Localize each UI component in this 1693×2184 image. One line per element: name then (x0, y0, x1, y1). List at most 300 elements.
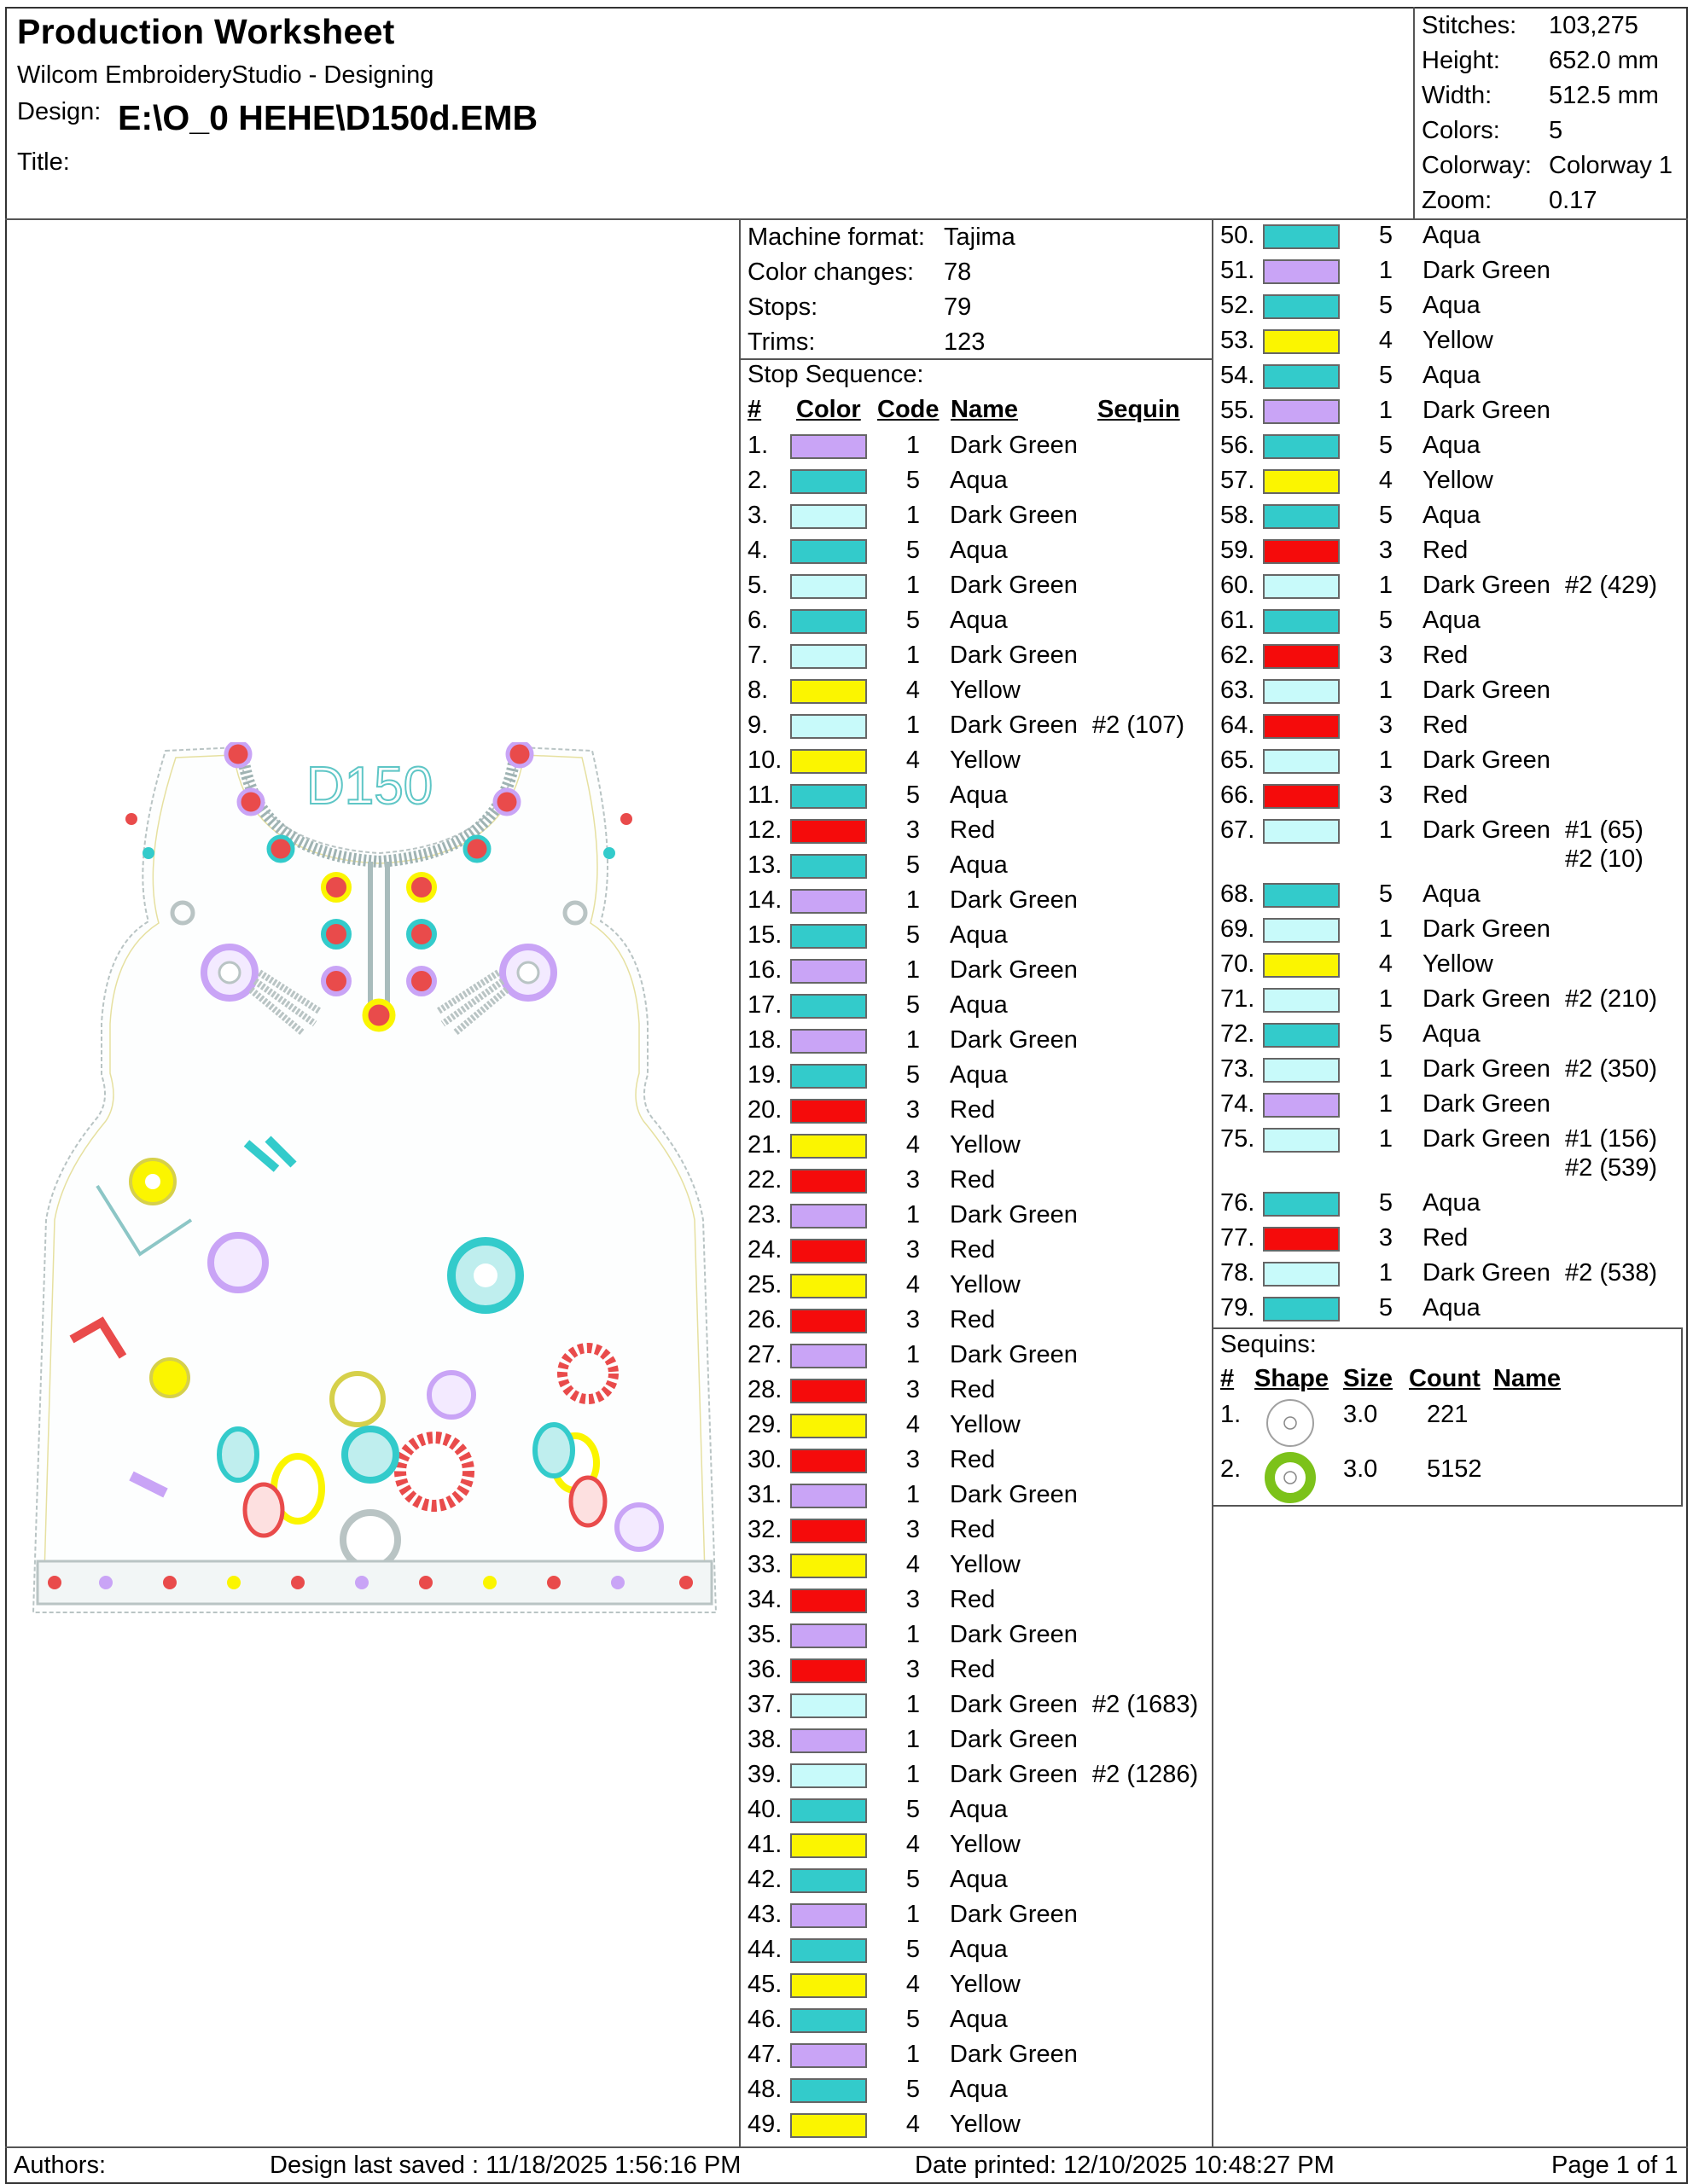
stop-row (748, 2037, 1208, 2072)
stop-row (1220, 498, 1681, 533)
sequin-count: 5152 (1427, 1455, 1482, 1483)
stop-row (748, 848, 1208, 883)
machine-label: Machine format: (748, 224, 925, 251)
stop-code: 4 (905, 1971, 920, 1998)
stop-name: Dark Green (1422, 257, 1550, 284)
color-swatch (790, 714, 867, 739)
stop-row (748, 1653, 1208, 1687)
stop-name: Dark Green (950, 1201, 1078, 1228)
stop-sequin: #2 (1683) (1092, 1691, 1199, 1718)
stop-number: 36. (748, 1656, 783, 1683)
color-swatch (1263, 539, 1340, 564)
stop-name: Aqua (950, 1936, 1008, 1963)
stop-name: Dark Green (950, 2041, 1078, 2068)
stop-name: Red (950, 1656, 996, 1683)
stop-number: 77. (1220, 1224, 1255, 1252)
stop-row (748, 1932, 1208, 1967)
stop-number: 18. (748, 1026, 783, 1054)
stop-code: 1 (905, 956, 920, 984)
stop-name: Aqua (950, 537, 1008, 564)
stop-row (748, 1757, 1208, 1792)
color-swatch (790, 1693, 867, 1718)
stop-row (1220, 568, 1681, 603)
color-swatch (1263, 434, 1340, 459)
stop-code: 1 (905, 1761, 920, 1788)
color-swatch (790, 1728, 867, 1753)
stop-code: 4 (905, 2111, 920, 2138)
stop-row (748, 2072, 1208, 2107)
sequin-number: 1. (1220, 1401, 1242, 1428)
sequin-size: 3.0 (1343, 1401, 1378, 1428)
color-swatch (1263, 574, 1340, 599)
stop-number: 24. (748, 1236, 783, 1263)
stop-name: Dark Green (950, 956, 1078, 984)
stop-code: 1 (905, 1726, 920, 1753)
color-swatch (1263, 1058, 1340, 1083)
color-swatch (1263, 714, 1340, 739)
stop-name: Yellow (1422, 327, 1493, 354)
stop-name: Red (1422, 712, 1469, 739)
color-swatch (790, 1554, 867, 1578)
stop-row (1220, 708, 1681, 743)
machine-value: 78 (944, 258, 972, 286)
color-swatch (1263, 784, 1340, 809)
stop-number: 29. (748, 1411, 783, 1438)
sequin-head-shape: Shape (1254, 1365, 1329, 1392)
column-divider (1212, 218, 1213, 2148)
color-swatch (790, 609, 867, 634)
stop-number: 23. (748, 1201, 783, 1228)
col-head-code: Code (877, 396, 940, 423)
color-swatch (1263, 224, 1340, 249)
color-swatch (790, 854, 867, 879)
stop-name: Red (1422, 1224, 1469, 1252)
stop-number: 73. (1220, 1055, 1255, 1083)
stop-number: 39. (748, 1761, 783, 1788)
stop-name: Dark Green (1422, 397, 1550, 424)
stop-code: 5 (905, 781, 920, 809)
stop-row (1220, 393, 1681, 428)
hem-border (38, 1561, 712, 1604)
stop-number: 57. (1220, 467, 1255, 494)
color-swatch (790, 1658, 867, 1683)
design-preview (20, 742, 729, 1629)
color-swatch (1263, 1023, 1340, 1048)
stop-name: Dark Green (950, 1481, 1078, 1508)
footer-page: Page 1 of 1 (1551, 2152, 1678, 2179)
stop-row (748, 883, 1208, 918)
color-swatch (790, 1868, 867, 1893)
stop-code: 1 (905, 2041, 920, 2068)
stop-row (748, 1722, 1208, 1757)
stop-name: Aqua (950, 2076, 1008, 2103)
stop-row (748, 1792, 1208, 1827)
stop-code: 4 (1378, 327, 1393, 354)
sequin-count: 221 (1427, 1401, 1469, 1428)
stop-name: Aqua (1422, 880, 1481, 908)
stop-name: Dark Green (1422, 572, 1550, 599)
color-swatch (790, 994, 867, 1019)
stop-number: 31. (748, 1481, 783, 1508)
stop-row (748, 638, 1208, 673)
stop-code: 3 (905, 1446, 920, 1473)
stop-code: 5 (1378, 607, 1393, 634)
stop-number: 78. (1220, 1259, 1255, 1287)
col-head-num: # (748, 396, 762, 423)
stop-number: 69. (1220, 915, 1255, 943)
stop-number: 65. (1220, 746, 1255, 774)
color-swatch (1263, 1262, 1340, 1287)
stop-number: 17. (748, 991, 783, 1019)
stop-code: 1 (1378, 746, 1393, 774)
stop-row (1220, 1186, 1681, 1221)
stat-value: Colorway 1 (1549, 152, 1673, 179)
stop-number: 38. (748, 1726, 783, 1753)
stop-code: 3 (1378, 537, 1393, 564)
color-swatch (790, 1204, 867, 1228)
stop-number: 58. (1220, 502, 1255, 529)
stop-name: Dark Green (950, 1901, 1078, 1928)
stop-code: 1 (905, 502, 920, 529)
stop-row (748, 1513, 1208, 1548)
stop-row (748, 463, 1208, 498)
stop-row (1220, 358, 1681, 393)
stop-name: Dark Green (950, 1621, 1078, 1648)
stop-code: 3 (1378, 1224, 1393, 1252)
stop-row (748, 708, 1208, 743)
machine-label: Stops: (748, 293, 818, 321)
stop-code: 5 (1378, 1294, 1393, 1321)
color-swatch (790, 504, 867, 529)
stop-number: 13. (748, 851, 783, 879)
stop-code: 5 (1378, 502, 1393, 529)
stop-row (748, 1058, 1208, 1093)
stop-row (1220, 1122, 1681, 1182)
stop-row (748, 1827, 1208, 1862)
stop-number: 66. (1220, 781, 1255, 809)
stop-number: 3. (748, 502, 769, 529)
color-swatch (790, 1414, 867, 1438)
stop-name: Yellow (950, 1271, 1021, 1298)
stat-value: 512.5 mm (1549, 82, 1659, 109)
stop-row (748, 533, 1208, 568)
stop-row (748, 568, 1208, 603)
color-swatch (1263, 749, 1340, 774)
stat-value: 103,275 (1549, 12, 1638, 39)
color-swatch (790, 1484, 867, 1508)
stop-code: 1 (1378, 816, 1393, 844)
stop-name: Aqua (1422, 607, 1481, 634)
stop-row (1220, 1256, 1681, 1291)
color-swatch (1263, 1192, 1340, 1217)
stop-code: 1 (905, 1691, 920, 1718)
stop-number: 46. (748, 2006, 783, 2033)
stop-code: 5 (905, 991, 920, 1019)
stop-number: 44. (748, 1936, 783, 1963)
stop-code: 1 (905, 572, 920, 599)
stop-row (748, 603, 1208, 638)
stop-code: 1 (905, 1026, 920, 1054)
design-label: Design: (17, 98, 102, 125)
stop-code: 5 (905, 2076, 920, 2103)
stop-number: 67. (1220, 816, 1255, 844)
color-swatch (1263, 259, 1340, 284)
color-swatch (790, 1938, 867, 1963)
stop-name: Dark Green (950, 432, 1078, 459)
stop-name: Aqua (1422, 292, 1481, 319)
stop-code: 4 (905, 677, 920, 704)
stop-name: Aqua (950, 1866, 1008, 1893)
stop-name: Yellow (1422, 950, 1493, 978)
stop-row (748, 1967, 1208, 2002)
stop-name: Aqua (950, 1061, 1008, 1089)
stat-value: 652.0 mm (1549, 47, 1659, 74)
stop-name: Dark Green (1422, 677, 1550, 704)
stop-row (748, 1198, 1208, 1233)
stat-label: Colorway: (1422, 152, 1532, 179)
stop-number: 28. (748, 1376, 783, 1403)
stop-row (1220, 1291, 1681, 1326)
stop-code: 1 (1378, 915, 1393, 943)
color-swatch (790, 679, 867, 704)
stop-row (748, 1548, 1208, 1583)
color-swatch (1263, 294, 1340, 319)
sequin-head-num: # (1220, 1365, 1235, 1392)
stop-name: Dark Green (950, 1691, 1078, 1718)
color-swatch (790, 1309, 867, 1333)
stop-sequin: #2 (210) (1565, 985, 1658, 1013)
color-swatch (1263, 1227, 1340, 1252)
stop-row (1220, 603, 1681, 638)
stop-name: Yellow (950, 1551, 1021, 1578)
color-swatch (1263, 883, 1340, 908)
stop-row (1220, 912, 1681, 947)
color-swatch (790, 1449, 867, 1473)
stop-number: 41. (748, 1831, 783, 1858)
stop-name: Red (1422, 537, 1469, 564)
color-swatch (790, 574, 867, 599)
stop-code: 5 (1378, 880, 1393, 908)
stop-code: 4 (1378, 950, 1393, 978)
color-swatch (790, 539, 867, 564)
machine-value: Tajima (944, 224, 1015, 251)
color-swatch (790, 2113, 867, 2138)
color-swatch (790, 889, 867, 914)
color-swatch (790, 1239, 867, 1263)
sequin-right-border (1681, 1327, 1683, 1507)
stop-code: 1 (905, 1201, 920, 1228)
stop-number: 11. (748, 781, 781, 809)
stop-number: 50. (1220, 222, 1255, 249)
sequin-size: 3.0 (1343, 1455, 1378, 1483)
stop-number: 71. (1220, 985, 1255, 1013)
stop-number: 51. (1220, 257, 1255, 284)
stop-code: 1 (1378, 1259, 1393, 1287)
stop-sequin: #2 (350) (1565, 1055, 1658, 1083)
stop-sequin-2: #2 (539) (1565, 1154, 1658, 1182)
stat-label: Zoom: (1422, 187, 1492, 214)
stop-number: 15. (748, 921, 783, 949)
stop-row (1220, 323, 1681, 358)
stop-number: 27. (748, 1341, 783, 1368)
worksheet-footer (0, 2148, 1693, 2184)
stop-name: Red (1422, 642, 1469, 669)
stop-row (1220, 638, 1681, 673)
footer-printed: Date printed: 12/10/2025 10:48:27 PM (915, 2152, 1335, 2179)
stop-number: 2. (748, 467, 769, 494)
stop-number: 8. (748, 677, 769, 704)
machine-value: 79 (944, 293, 972, 321)
stop-row (748, 1023, 1208, 1058)
stop-code: 3 (905, 1236, 920, 1263)
stop-row (748, 428, 1208, 463)
stop-code: 4 (905, 1831, 920, 1858)
stop-number: 59. (1220, 537, 1255, 564)
preview-divider (739, 218, 741, 2148)
color-swatch (790, 1134, 867, 1159)
color-swatch (790, 1169, 867, 1194)
stop-name: Dark Green (950, 712, 1078, 739)
color-swatch (790, 819, 867, 844)
stop-name: Aqua (950, 467, 1008, 494)
stop-name: Dark Green (1422, 1259, 1550, 1287)
stop-sequin: #2 (1286) (1092, 1761, 1199, 1788)
stop-name: Yellow (950, 2111, 1021, 2138)
title-label: Title: (17, 148, 70, 176)
stop-name: Red (950, 1236, 996, 1263)
stop-row (748, 1478, 1208, 1513)
stop-name: Yellow (950, 746, 1021, 774)
sequin-head-count: Count (1409, 1365, 1481, 1392)
color-swatch (790, 1274, 867, 1298)
stop-name: Yellow (950, 677, 1021, 704)
stop-row (748, 1583, 1208, 1618)
stop-row (1220, 463, 1681, 498)
stop-number: 63. (1220, 677, 1255, 704)
stat-label: Colors: (1422, 117, 1500, 144)
stop-number: 6. (748, 607, 769, 634)
stop-number: 21. (748, 1131, 783, 1159)
stop-name: Red (950, 1516, 996, 1543)
stop-number: 62. (1220, 642, 1255, 669)
stop-code: 3 (1378, 642, 1393, 669)
stop-number: 19. (748, 1061, 783, 1089)
stop-name: Dark Green (1422, 746, 1550, 774)
stop-number: 35. (748, 1621, 783, 1648)
stop-number: 64. (1220, 712, 1255, 739)
stop-name: Red (950, 1376, 996, 1403)
sequins-title: Sequins: (1220, 1331, 1317, 1358)
stop-number: 42. (748, 1866, 783, 1893)
stop-sequin: #1 (156) (1565, 1125, 1658, 1153)
stop-name: Dark Green (950, 642, 1078, 669)
stop-name: Red (950, 1586, 996, 1613)
stop-name: Dark Green (1422, 816, 1550, 844)
stop-number: 54. (1220, 362, 1255, 389)
stop-row (748, 1128, 1208, 1163)
machine-label: Color changes: (748, 258, 915, 286)
stop-sequin: #2 (107) (1092, 712, 1185, 739)
stop-name: Dark Green (950, 502, 1078, 529)
stop-name: Aqua (950, 851, 1008, 879)
stop-name: Aqua (950, 991, 1008, 1019)
stop-row (748, 778, 1208, 813)
stop-code: 3 (905, 1586, 920, 1613)
stop-code: 1 (905, 886, 920, 914)
stop-number: 49. (748, 2111, 783, 2138)
sequin-shape-icon (1263, 1396, 1318, 1457)
stop-code: 4 (905, 746, 920, 774)
stop-row (1220, 1221, 1681, 1256)
stop-code: 3 (905, 1376, 920, 1403)
color-swatch (790, 2078, 867, 2103)
stop-name: Red (950, 1166, 996, 1194)
stop-code: 1 (905, 1481, 920, 1508)
stop-name: Red (1422, 781, 1469, 809)
stop-code: 5 (1378, 1020, 1393, 1048)
stop-row (1220, 743, 1681, 778)
stop-code: 5 (905, 1936, 920, 1963)
color-swatch (1263, 399, 1340, 424)
stop-name: Aqua (950, 1796, 1008, 1823)
col-head-color: Color (796, 396, 861, 423)
color-swatch (790, 1344, 867, 1368)
stop-name: Dark Green (950, 572, 1078, 599)
stop-name: Aqua (1422, 1294, 1481, 1321)
stat-label: Height: (1422, 47, 1500, 74)
color-swatch (1263, 364, 1340, 389)
design-file-path: E:\O_0 HEHE\D150d.EMB (118, 98, 538, 137)
footer-saved: Design last saved : 11/18/2025 1:56:16 PM (270, 2152, 742, 2179)
stop-number: 53. (1220, 327, 1255, 354)
stop-row (748, 1338, 1208, 1373)
stop-number: 61. (1220, 607, 1255, 634)
stop-code: 5 (905, 921, 920, 949)
stop-name: Aqua (1422, 222, 1481, 249)
stop-row (748, 1233, 1208, 1268)
color-swatch (1263, 1297, 1340, 1321)
stop-code: 1 (905, 1621, 920, 1648)
color-swatch (790, 1064, 867, 1089)
stop-name: Yellow (1422, 467, 1493, 494)
stop-code: 4 (905, 1551, 920, 1578)
stat-label: Width: (1422, 82, 1492, 109)
stop-number: 79. (1220, 1294, 1255, 1321)
stop-number: 56. (1220, 432, 1255, 459)
stop-row (748, 1093, 1208, 1128)
stop-row (1220, 253, 1681, 288)
stop-row (748, 813, 1208, 848)
stop-name: Yellow (950, 1411, 1021, 1438)
stop-code: 1 (905, 642, 920, 669)
stop-name: Aqua (950, 921, 1008, 949)
stop-number: 1. (748, 432, 769, 459)
stop-number: 47. (748, 2041, 783, 2068)
color-swatch (790, 1973, 867, 1998)
stop-code: 1 (1378, 1090, 1393, 1118)
stop-name: Dark Green (1422, 1055, 1550, 1083)
stop-code: 3 (905, 1166, 920, 1194)
color-swatch (790, 924, 867, 949)
stop-number: 34. (748, 1586, 783, 1613)
stop-number: 55. (1220, 397, 1255, 424)
stop-code: 5 (1378, 1189, 1393, 1217)
color-swatch (1263, 1093, 1340, 1118)
stop-code: 5 (905, 607, 920, 634)
stop-code: 5 (1378, 432, 1393, 459)
stop-code: 3 (905, 1096, 920, 1124)
stop-code: 1 (1378, 257, 1393, 284)
